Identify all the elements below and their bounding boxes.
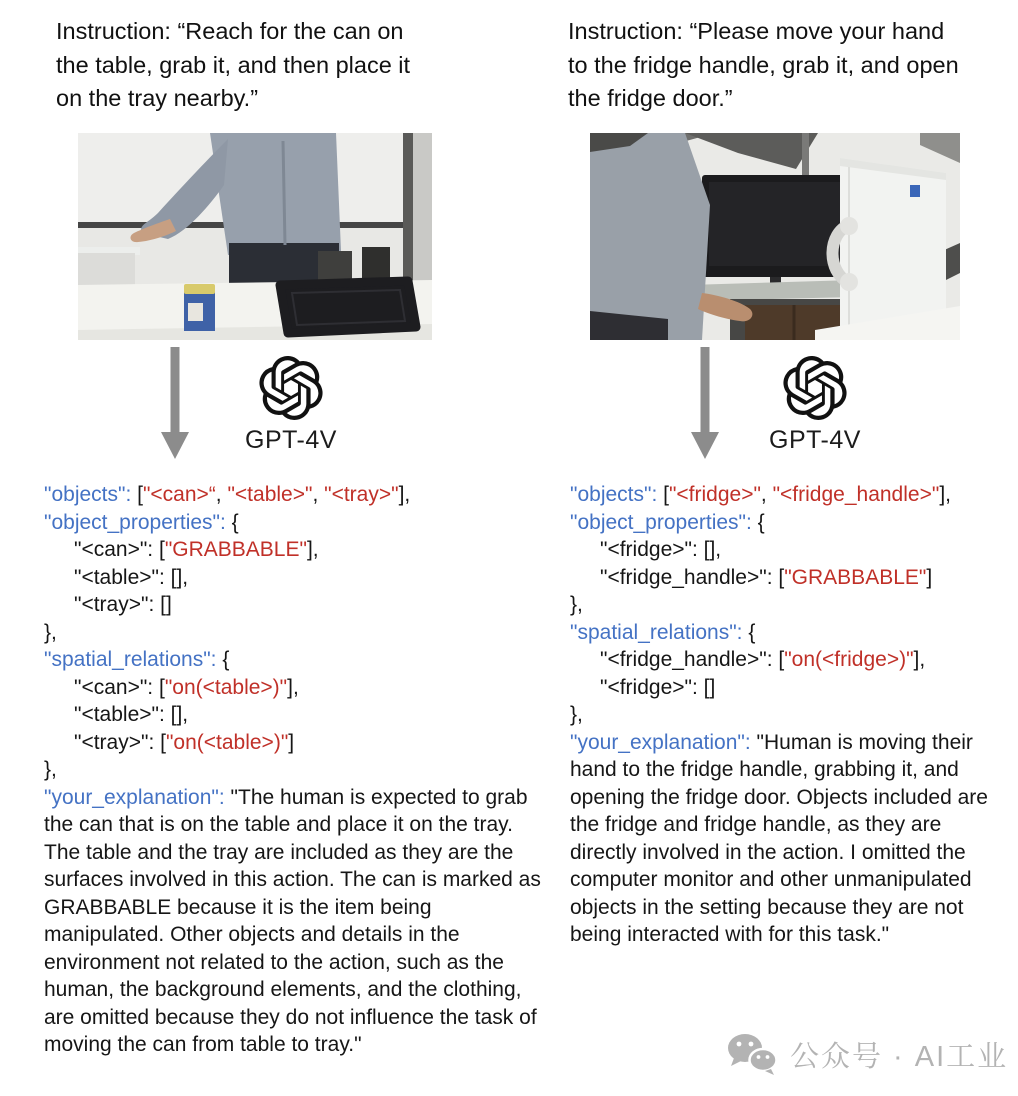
code-segment: {	[225, 510, 239, 534]
code-segment: "<table>": [],	[74, 565, 189, 589]
code-segment: "<fridge_handle>": [	[600, 648, 785, 671]
code-segment: "Human is moving their hand to the fridge handle, grabbing it, and opening the fridge door. Objects included are the fridge and fridge handle, as they are directly involved in the action. I omitted the computer monitor and other unmanipulated objects in the setting because they are not being interacted with for this task."	[570, 730, 994, 946]
code-line	[44, 674, 541, 702]
down-arrow-icon	[161, 347, 189, 459]
code-segment: ]	[926, 565, 933, 589]
code-segment: {	[751, 510, 765, 534]
wall-edge	[413, 133, 432, 285]
code-segment: },	[44, 758, 57, 781]
code-line	[44, 646, 541, 674]
code-segment: "<tray>"	[324, 483, 399, 506]
code-segment: "object_properties":	[44, 510, 226, 534]
code-segment: "<fridge_handle>"	[772, 483, 940, 506]
code-segment: {	[742, 620, 756, 644]
code-line	[44, 536, 541, 564]
code-segment: {	[216, 648, 230, 671]
code-segment: "spatial_relations":	[44, 648, 217, 671]
code-line	[570, 646, 994, 674]
code-line	[44, 481, 541, 509]
code-segment: "your_explanation":	[570, 730, 751, 754]
model-label: GPT-4V	[245, 426, 337, 454]
code-segment: "<tray>": []	[74, 593, 172, 616]
instruction-text-right: Instruction: “Please move your hand to the fridge handle, grab it, and open the fridge door.”	[568, 18, 959, 111]
model-label: GPT-4V	[769, 426, 861, 454]
wall-post	[403, 133, 413, 285]
down-arrow-icon	[691, 347, 719, 459]
gpt4v-output-left	[44, 481, 547, 1059]
code-segment: "<fridge>": []	[600, 675, 716, 699]
side-table	[78, 253, 135, 287]
code-line	[44, 701, 541, 729]
code-segment: },	[570, 703, 583, 726]
code-line	[570, 536, 994, 564]
code-line	[570, 564, 994, 592]
fridge-handle-knob	[840, 273, 858, 291]
code-segment: "<table>"	[227, 483, 313, 506]
code-segment: },	[44, 620, 57, 644]
code-segment: ],	[398, 483, 411, 506]
code-segment: },	[570, 593, 583, 616]
code-line	[570, 701, 994, 729]
code-line	[570, 481, 994, 509]
code-line	[44, 509, 541, 537]
code-segment: [	[657, 483, 669, 506]
code-segment: "on(<table>)"	[165, 730, 289, 754]
code-line	[570, 674, 994, 702]
can	[184, 284, 215, 331]
watermark	[726, 1032, 1008, 1076]
code-segment: ],	[913, 648, 926, 671]
demo-photo-can-table-tray	[78, 133, 432, 340]
code-segment: ],	[939, 483, 951, 506]
code-line	[570, 729, 994, 949]
code-segment: "spatial_relations":	[570, 620, 743, 644]
code-segment: "<tray>": [	[74, 730, 166, 754]
model-block-right	[755, 356, 875, 455]
code-line	[44, 756, 541, 784]
code-line	[44, 729, 541, 757]
code-segment: ,	[760, 483, 773, 506]
code-segment: ,	[215, 483, 228, 506]
code-line	[570, 619, 994, 647]
code-segment: "object_properties":	[570, 510, 752, 534]
wechat-icon	[726, 1032, 778, 1076]
code-segment: "<table>": [],	[74, 703, 189, 726]
code-line	[570, 591, 994, 619]
demo-photo-fridge-handle	[590, 133, 960, 340]
code-segment: "objects":	[44, 483, 132, 506]
code-segment: "GRABBABLE"	[164, 538, 307, 561]
code-segment: "<fridge>"	[668, 483, 761, 506]
code-line	[570, 509, 994, 537]
gpt4v-output-right	[570, 481, 994, 949]
code-segment: "<can>“	[142, 483, 216, 506]
monitor-screen	[709, 182, 845, 266]
fridge-handle-knob	[840, 217, 858, 235]
code-segment: "The human is expected to grab the can that is on the table and place it on the tray. The table and the tray are included as they are the surfaces involved in this action. The can is marked as GRABBABLE because it is the item being manipulated. Other objects and details in the environment not related to the action, such as the human, the background elements, and the clothing, are omitted because they do not influence the task of moving the can from table to tray."	[44, 785, 547, 1056]
watermark-text: 公众号 · AI工业	[790, 1040, 1009, 1073]
code-line	[44, 564, 541, 592]
code-line	[44, 619, 541, 647]
instruction-text-left: Instruction: “Reach for the can on the table, grab it, and then place it on the tray nearby.”	[56, 18, 411, 111]
monitor	[702, 175, 852, 294]
openai-logo-icon	[783, 356, 847, 420]
code-segment: "GRABBABLE"	[784, 565, 927, 589]
code-segment: "<can>": [	[74, 538, 165, 561]
code-segment: ]	[288, 730, 295, 754]
can-lid	[184, 284, 215, 294]
fridge-logo	[910, 185, 920, 197]
code-segment: [	[131, 483, 143, 506]
code-segment: ,	[312, 483, 325, 506]
model-block-left	[231, 356, 351, 455]
openai-logo-icon	[259, 356, 323, 420]
code-segment: "<can>": [	[74, 675, 165, 699]
code-segment: "your_explanation":	[44, 785, 225, 809]
code-segment: "<fridge_handle>": [	[600, 565, 785, 589]
code-segment: "<fridge>": [],	[600, 538, 722, 561]
code-segment: "objects":	[570, 483, 658, 506]
code-segment: ],	[287, 675, 299, 699]
can-label	[188, 303, 203, 321]
code-line	[44, 591, 541, 619]
shirt-buttons	[283, 141, 285, 245]
code-line	[44, 784, 547, 1059]
code-segment: ],	[306, 538, 319, 561]
code-segment: "on(<fridge>)"	[784, 648, 914, 671]
code-segment: "on(<table>)"	[164, 675, 288, 699]
